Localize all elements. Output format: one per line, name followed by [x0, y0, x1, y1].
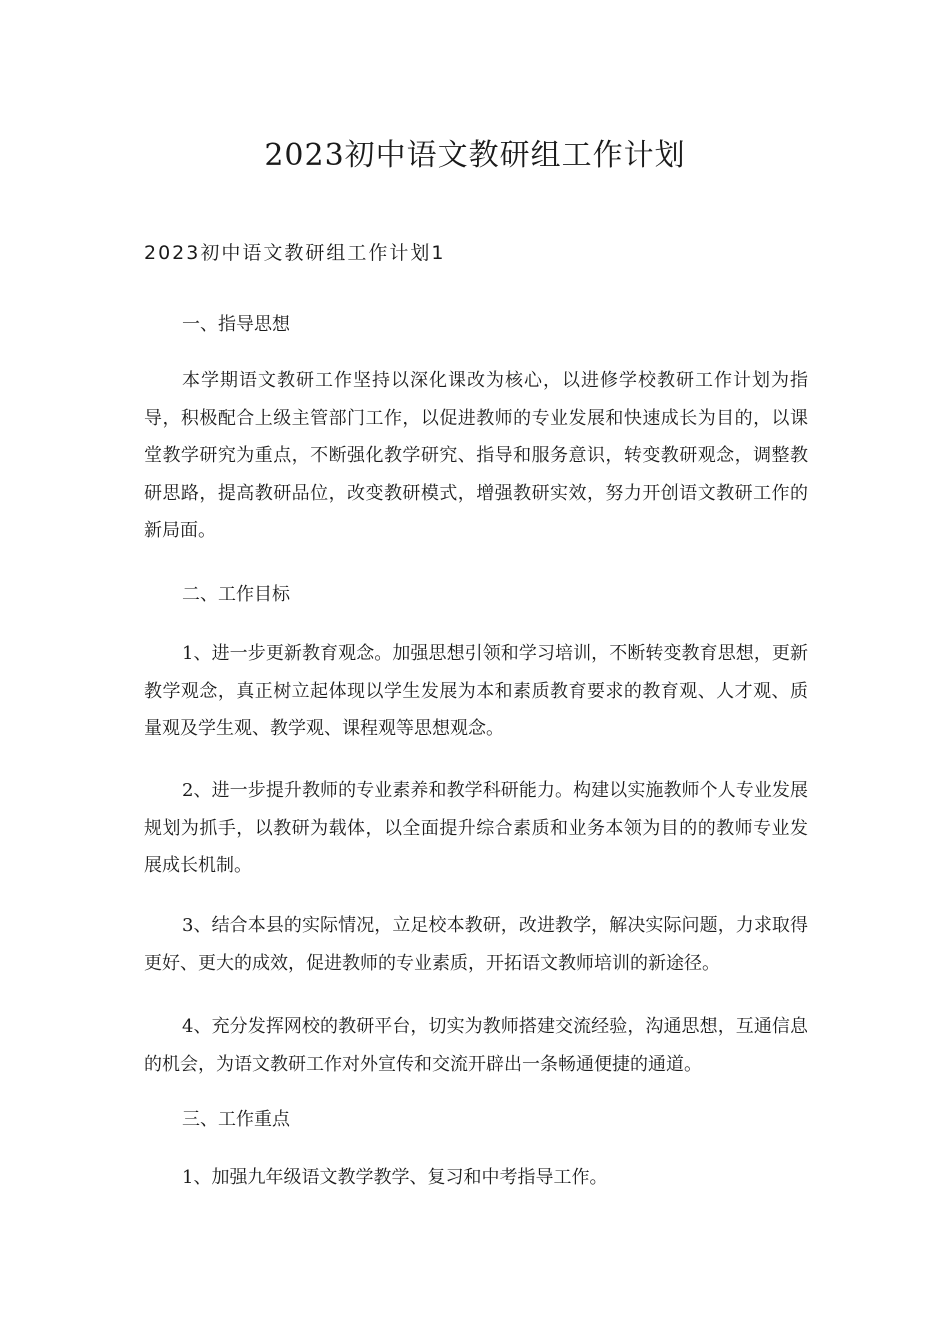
work-goal-item-1: 1、进一步更新教育观念。加强思想引领和学习培训，不断转变教育思想，更新教学观念，真正树立起体现以学生发展为本和素质教育要求的教育观、人才观、质量观及学生观、教学观、课程观等思想观念。 [144, 643, 808, 739]
work-goal-item-4: 4、充分发挥网校的教研平台，切实为教师搭建交流经验，沟通思想，互通信息的机会，为语文教研工作对外宣传和交流开辟出一条畅通便捷的通道。 [144, 1016, 808, 1075]
work-focus-item-1: 1、加强九年级语文教学教学、复习和中考指导工作。 [182, 1167, 608, 1188]
section-heading-guiding-ideology: 一、指导思想 [182, 314, 290, 335]
document-title: 2023初中语文教研组工作计划 [264, 138, 686, 173]
work-goal-item-3: 3、结合本县的实际情况，立足校本教研，改进教学，解决实际问题，力求取得更好、更大的成效，促进教师的专业素质，开拓语文教师培训的新途径。 [144, 915, 808, 974]
guiding-ideology-paragraph: 本学期语文教研工作坚持以深化课改为核心，以进修学校教研工作计划为指导，积极配合上级主管部门工作，以促进教师的专业发展和快速成长为目的，以课堂教学研究为重点，不断强化教学研究、指导和服务意识，转变教研观念，调整教研思路，提高教研品位，改变教研模式，增强教研实效，努力开创语文教研工作的新局面。 [144, 370, 808, 541]
section-heading-work-goals: 二、工作目标 [182, 584, 290, 605]
section-heading-work-focus: 三、工作重点 [182, 1109, 290, 1130]
work-goal-item-2: 2、进一步提升教师的专业素养和教学科研能力。构建以实施教师个人专业发展规划为抓手，以教研为载体，以全面提升综合素质和业务本领为目的的教师专业发展成长机制。 [144, 780, 808, 876]
plan-subtitle: 2023初中语文教研组工作计划1 [144, 242, 446, 264]
